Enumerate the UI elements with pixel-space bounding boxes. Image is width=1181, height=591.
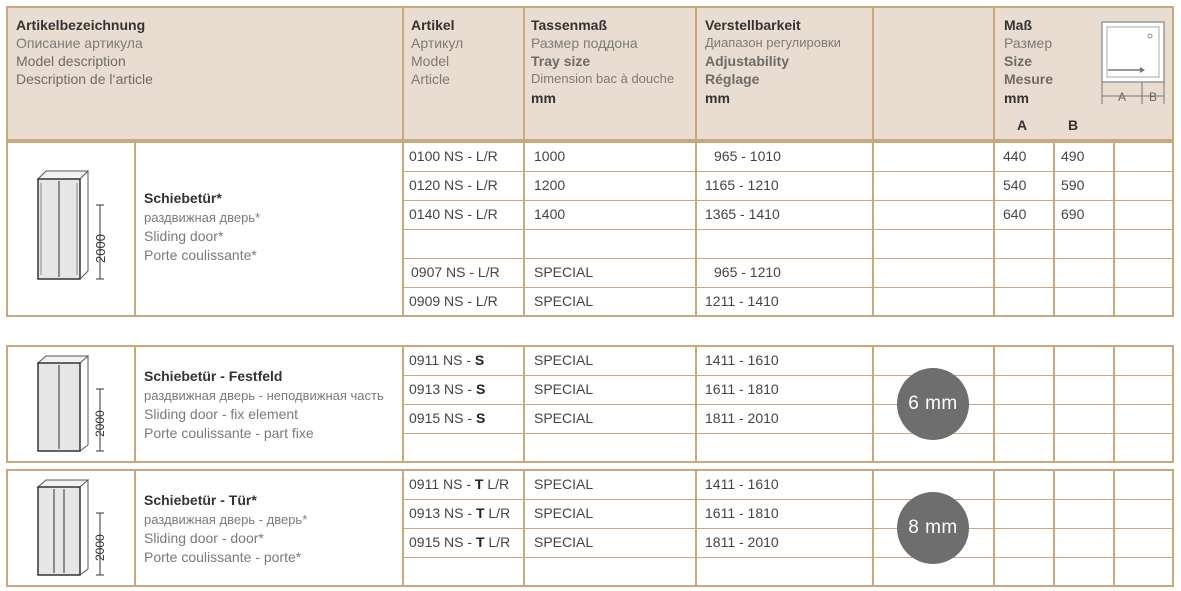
table-cell-adjust: 1365 - 1410 (705, 206, 780, 222)
section-1-ru: раздвижная дверь* (144, 210, 261, 225)
table-cell-article: 0120 NS - L/R (409, 177, 498, 193)
header-size-a: A (1017, 117, 1028, 133)
section-2-en: Sliding door - fix element (144, 406, 299, 422)
section-2-description (144, 367, 384, 443)
section-3-description (144, 491, 307, 567)
section-3-fr: Porte coulissante - porte* (144, 549, 302, 565)
table-header (6, 6, 1174, 141)
table-cell-article: 0140 NS - L/R (409, 206, 498, 222)
table-cell-article: 0100 NS - L/R (409, 148, 498, 164)
table-cell-b: 590 (1061, 177, 1085, 193)
header-article-en: Model (411, 53, 450, 69)
section-sliding-door-door (6, 469, 1174, 587)
table-cell-adjust: 965 - 1010 (714, 148, 781, 164)
table-cell-tray: SPECIAL (534, 476, 594, 492)
header-tray-unit: mm (531, 90, 556, 106)
header-adjust-en: Adjustability (705, 53, 790, 69)
thickness-badge: 8 mm (897, 492, 969, 564)
table-cell-adjust: 1411 - 1610 (705, 476, 779, 492)
header-size-ru: Размер (1004, 35, 1053, 51)
table-cell-article: 0913 NS - S (409, 381, 486, 397)
header-article (411, 16, 463, 88)
header-size-b: B (1068, 117, 1079, 133)
table-cell-tray: 1000 (534, 148, 566, 164)
table-cell-article: 0911 NS - S (409, 352, 485, 368)
table-cell-b: 690 (1061, 206, 1085, 222)
table-cell-adjust: 1611 - 1810 (705, 381, 779, 397)
table-cell-b: 490 (1061, 148, 1085, 164)
header-size (1004, 16, 1053, 107)
header-size-fr: Mesure (1004, 71, 1054, 87)
section-1-title: Schiebetür* (144, 190, 222, 206)
section-sliding-door (6, 141, 1174, 317)
table-cell-adjust: 1611 - 1810 (705, 505, 779, 521)
table-cell-article: 0915 NS - T L/R (409, 534, 511, 550)
fixed-panel-door-drawing-icon (30, 353, 110, 464)
section-1-description (144, 189, 260, 265)
door-panel-drawing-icon (30, 477, 110, 588)
section-1-fr: Porte coulissante* (144, 247, 257, 263)
table-cell-adjust: 1165 - 1210 (705, 177, 779, 193)
header-description-de: Artikelbezeichnung (16, 17, 146, 33)
header-description-fr: Description de l‘article (16, 71, 153, 87)
section-3-ru: раздвижная дверь - дверь* (144, 512, 308, 527)
header-description (16, 16, 153, 88)
thickness-badge: 6 mm (897, 368, 969, 440)
header-adjust-de: Verstellbarkeit (705, 17, 801, 33)
header-tray-ru: Размер поддона (531, 35, 638, 51)
table-cell-adjust: 1811 - 2010 (705, 534, 779, 550)
section-1-en: Sliding door* (144, 228, 224, 244)
table-cell-tray: SPECIAL (534, 352, 594, 368)
table-cell-a: 540 (1003, 177, 1027, 193)
table-cell-tray: SPECIAL (534, 505, 594, 521)
table-cell-tray: SPECIAL (534, 381, 594, 397)
size-icon-b-label: B (1148, 90, 1158, 104)
table-cell-tray: 1400 (534, 206, 566, 222)
header-tray-de: Tassenmaß (531, 17, 607, 33)
table-cell-article: 0907 NS - L/R (411, 264, 500, 280)
table-cell-adjust: 1411 - 1610 (705, 352, 779, 368)
header-adjust-unit: mm (705, 90, 730, 106)
table-cell-a: 440 (1003, 148, 1027, 164)
table-cell-adjust: 965 - 1210 (714, 264, 781, 280)
height-label: 2000 (93, 234, 108, 263)
header-size-unit: mm (1004, 90, 1029, 106)
header-tray-fr: Dimension bac à douche (531, 71, 675, 86)
header-tray (531, 16, 674, 107)
table-cell-adjust: 1811 - 2010 (705, 410, 779, 426)
section-3-en: Sliding door - door* (144, 530, 264, 546)
sliding-door-drawing-icon (30, 165, 110, 300)
header-adjust-ru: Диапазон регулировки (705, 35, 841, 50)
table-cell-tray: SPECIAL (534, 410, 594, 426)
table-cell-tray: SPECIAL (534, 293, 594, 309)
size-icon-a-label: A (1117, 90, 1127, 104)
header-description-ru: Описание артикула (16, 35, 143, 51)
section-2-fr: Porte coulissante - part fixe (144, 425, 314, 441)
section-2-title: Schiebetür - Festfeld (144, 368, 283, 384)
table-cell-adjust: 1211 - 1410 (705, 293, 779, 309)
header-article-de: Artikel (411, 17, 455, 33)
header-description-en: Model description (16, 53, 126, 69)
shower-size-diagram-icon (1100, 20, 1168, 113)
section-2-ru: раздвижная дверь - неподвижная часть (144, 388, 384, 403)
table-cell-article: 0911 NS - T L/R (409, 476, 510, 492)
table-cell-tray: SPECIAL (534, 534, 594, 550)
header-article-ru: Артикул (411, 35, 464, 51)
table-cell-article: 0909 NS - L/R (409, 293, 498, 309)
height-label: 2000 (93, 410, 107, 437)
table-cell-tray: SPECIAL (534, 264, 594, 280)
section-3-title: Schiebetür - Tür* (144, 492, 257, 508)
header-adjust (705, 16, 841, 107)
table-cell-article: 0913 NS - T L/R (409, 505, 511, 521)
table-cell-a: 640 (1003, 206, 1027, 222)
header-adjust-fr: Réglage (705, 71, 760, 87)
header-size-en: Size (1004, 53, 1033, 69)
table-cell-article: 0915 NS - S (409, 410, 486, 426)
section-sliding-door-fix (6, 345, 1174, 463)
header-size-de: Maß (1004, 17, 1032, 33)
table-cell-tray: 1200 (534, 177, 566, 193)
header-tray-en: Tray size (531, 53, 591, 69)
header-article-fr: Article (411, 71, 450, 87)
height-label: 2000 (93, 534, 107, 561)
